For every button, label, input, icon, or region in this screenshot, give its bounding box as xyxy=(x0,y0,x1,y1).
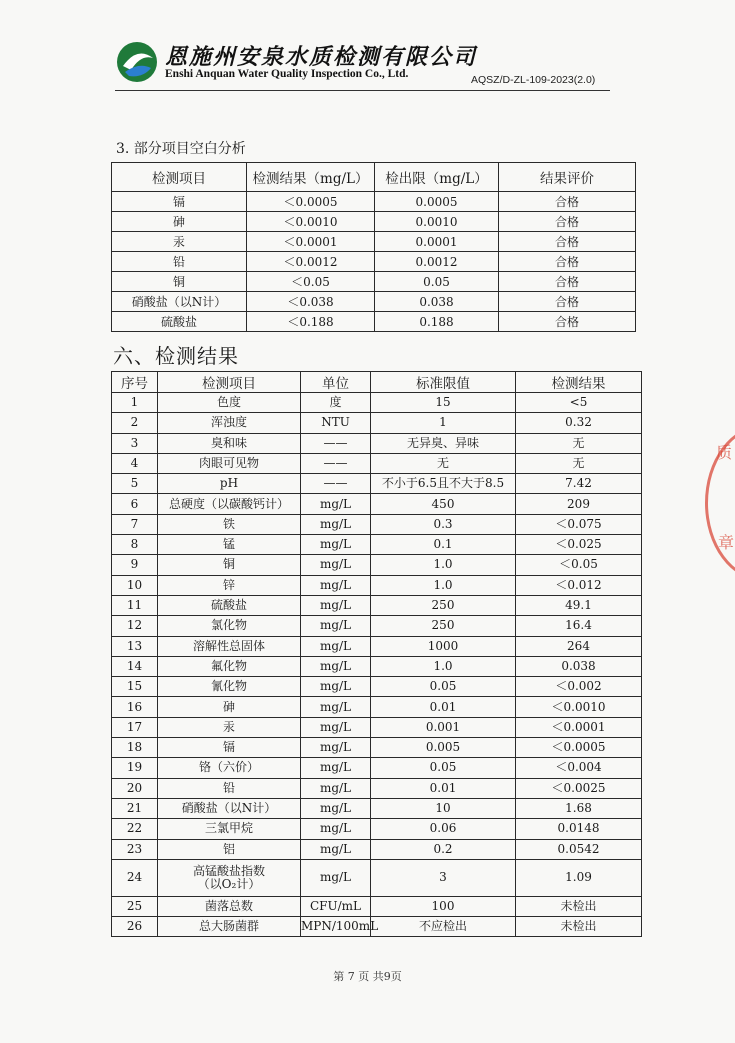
result-cell: 砷 xyxy=(158,697,301,717)
result-cell: 总硬度（以碳酸钙计） xyxy=(158,494,301,514)
result-cell: ＜0.0025 xyxy=(516,778,642,798)
document-code: AQSZ/D-ZL-109-2023(2.0) xyxy=(471,74,596,86)
result-cell: 铜 xyxy=(158,555,301,575)
result-cell: 7.42 xyxy=(516,474,642,494)
section3-title: 3. 部分项目空白分析 xyxy=(116,141,246,157)
result-cell: 3 xyxy=(371,859,516,896)
result-cell: mg/L xyxy=(301,494,371,514)
result-cell: pH xyxy=(158,474,301,494)
table-row xyxy=(112,778,642,798)
blank-cell: 汞 xyxy=(112,232,247,252)
result-cell: 7 xyxy=(112,514,158,534)
section6-title: 六、检测结果 xyxy=(113,344,239,368)
result-cell: mg/L xyxy=(301,697,371,717)
result-cell: 0.038 xyxy=(516,656,642,676)
blank-cell: 0.038 xyxy=(375,292,499,312)
blank-cell: ＜0.0010 xyxy=(247,212,375,232)
table-row xyxy=(112,839,642,859)
result-cell: mg/L xyxy=(301,636,371,656)
result-cell: 5 xyxy=(112,474,158,494)
blank-cell: 硫酸盐 xyxy=(112,312,247,332)
result-cell: 铅 xyxy=(158,778,301,798)
table-row xyxy=(112,656,642,676)
result-cell: 22 xyxy=(112,819,158,839)
result-cell: NTU xyxy=(301,413,371,433)
table-row xyxy=(112,514,642,534)
company-name-en: Enshi Anquan Water Quality Inspection Co., Ltd. xyxy=(165,68,409,80)
result-header-cell: 单位 xyxy=(301,372,371,393)
result-cell: 0.0148 xyxy=(516,819,642,839)
result-cell: 0.3 xyxy=(371,514,516,534)
blank-cell: 铅 xyxy=(112,252,247,272)
result-cell: 10 xyxy=(371,798,516,818)
result-cell: 26 xyxy=(112,917,158,937)
blank-analysis-table xyxy=(111,162,636,332)
table-row xyxy=(112,252,636,272)
result-cell: mg/L xyxy=(301,514,371,534)
result-cell: 氟化物 xyxy=(158,656,301,676)
result-cell: 19 xyxy=(112,758,158,778)
table-row xyxy=(112,677,642,697)
result-cell: 3 xyxy=(112,433,158,453)
blank-cell: 砷 xyxy=(112,212,247,232)
table-row xyxy=(112,819,642,839)
header-divider xyxy=(115,90,610,91)
result-cell: 0.01 xyxy=(371,778,516,798)
blank-cell: ＜0.0001 xyxy=(247,232,375,252)
result-cell: 10 xyxy=(112,575,158,595)
result-cell: 0.1 xyxy=(371,535,516,555)
result-cell: 硫酸盐 xyxy=(158,595,301,615)
table-row xyxy=(112,232,636,252)
result-cell: 450 xyxy=(371,494,516,514)
blank-cell: 0.188 xyxy=(375,312,499,332)
result-cell: 锌 xyxy=(158,575,301,595)
result-cell: 9 xyxy=(112,555,158,575)
result-cell: mg/L xyxy=(301,616,371,636)
table-row xyxy=(112,433,642,453)
result-cell: 镉 xyxy=(158,738,301,758)
page-number: 第 7 页 共9页 xyxy=(333,970,402,983)
result-cell: 色度 xyxy=(158,393,301,413)
result-cell: mg/L xyxy=(301,717,371,737)
result-cell: 三氯甲烷 xyxy=(158,819,301,839)
company-logo-icon xyxy=(115,40,159,84)
blank-cell: 0.05 xyxy=(375,272,499,292)
result-cell: 硝酸盐（以N计） xyxy=(158,798,301,818)
result-cell: 15 xyxy=(371,393,516,413)
result-cell: 1.09 xyxy=(516,859,642,896)
result-cell: 13 xyxy=(112,636,158,656)
table-row xyxy=(112,717,642,737)
result-cell: 1.0 xyxy=(371,555,516,575)
table-row xyxy=(112,312,636,332)
result-header-cell: 检测结果 xyxy=(516,372,642,393)
result-cell: 浑浊度 xyxy=(158,413,301,433)
result-cell: 20 xyxy=(112,778,158,798)
table-row xyxy=(112,636,642,656)
result-cell: 209 xyxy=(516,494,642,514)
result-cell: 1 xyxy=(371,413,516,433)
blank-cell: 合格 xyxy=(499,192,636,212)
result-cell: 铝 xyxy=(158,839,301,859)
result-cell: 14 xyxy=(112,656,158,676)
result-cell: mg/L xyxy=(301,819,371,839)
table-row xyxy=(112,859,642,896)
table-row xyxy=(112,212,636,232)
result-cell: 0.06 xyxy=(371,819,516,839)
blank-header-cell: 检测项目 xyxy=(112,163,247,192)
table-row xyxy=(112,494,642,514)
blank-cell: ＜0.188 xyxy=(247,312,375,332)
table-row xyxy=(112,192,636,212)
result-cell: 250 xyxy=(371,616,516,636)
table-row xyxy=(112,798,642,818)
result-cell: 未检出 xyxy=(516,896,642,916)
result-cell: 15 xyxy=(112,677,158,697)
result-cell: 264 xyxy=(516,636,642,656)
result-cell: 未检出 xyxy=(516,917,642,937)
result-cell: 18 xyxy=(112,738,158,758)
result-cell: 0.001 xyxy=(371,717,516,737)
result-cell: <5 xyxy=(516,393,642,413)
table-row xyxy=(112,917,642,937)
result-cell: 1.68 xyxy=(516,798,642,818)
result-cell: 0.01 xyxy=(371,697,516,717)
table-row xyxy=(112,393,642,413)
result-cell-line: （以O₂计） xyxy=(197,876,261,891)
table-row xyxy=(112,535,642,555)
result-cell: mg/L xyxy=(301,859,371,896)
table-row xyxy=(112,758,642,778)
result-cell: 0.0542 xyxy=(516,839,642,859)
blank-header-cell: 检测结果（mg/L） xyxy=(247,163,375,192)
table-row xyxy=(112,413,642,433)
result-cell: ＜0.0005 xyxy=(516,738,642,758)
table-row xyxy=(112,896,642,916)
blank-cell: 铜 xyxy=(112,272,247,292)
result-cell: 1.0 xyxy=(371,656,516,676)
table-row xyxy=(112,272,636,292)
result-cell: 肉眼可见物 xyxy=(158,453,301,473)
result-cell: ＜0.025 xyxy=(516,535,642,555)
result-cell: 氯化物 xyxy=(158,616,301,636)
blank-cell: 硝酸盐（以N计） xyxy=(112,292,247,312)
blank-cell: 合格 xyxy=(499,212,636,232)
blank-cell: 0.0001 xyxy=(375,232,499,252)
result-header-cell: 检测项目 xyxy=(158,372,301,393)
result-cell: mg/L xyxy=(301,535,371,555)
result-cell: 23 xyxy=(112,839,158,859)
result-cell: 49.1 xyxy=(516,595,642,615)
seal-char: 质 xyxy=(716,443,733,462)
result-cell: 不小于6.5且不大于8.5 xyxy=(371,474,516,494)
result-cell: 21 xyxy=(112,798,158,818)
result-cell: 17 xyxy=(112,717,158,737)
blank-cell: 0.0005 xyxy=(375,192,499,212)
result-cell xyxy=(158,859,301,896)
blank-cell: 合格 xyxy=(499,232,636,252)
result-cell: mg/L xyxy=(301,758,371,778)
result-cell: mg/L xyxy=(301,677,371,697)
result-cell: 氰化物 xyxy=(158,677,301,697)
result-cell: mg/L xyxy=(301,595,371,615)
result-cell: 无异臭、异味 xyxy=(371,433,516,453)
result-cell: 0.05 xyxy=(371,758,516,778)
result-cell: 臭和味 xyxy=(158,433,301,453)
table-row xyxy=(112,738,642,758)
result-cell: 100 xyxy=(371,896,516,916)
blank-cell: 0.0012 xyxy=(375,252,499,272)
result-cell: 16 xyxy=(112,697,158,717)
result-cell: 1.0 xyxy=(371,575,516,595)
blank-cell: ＜0.0012 xyxy=(247,252,375,272)
result-cell: 8 xyxy=(112,535,158,555)
result-cell: mg/L xyxy=(301,839,371,859)
result-cell: mg/L xyxy=(301,656,371,676)
result-cell: 无 xyxy=(371,453,516,473)
blank-cell: 0.0010 xyxy=(375,212,499,232)
result-cell: —— xyxy=(301,433,371,453)
blank-cell: ＜0.038 xyxy=(247,292,375,312)
table-row xyxy=(112,453,642,473)
result-cell: 0.32 xyxy=(516,413,642,433)
result-header-cell: 序号 xyxy=(112,372,158,393)
result-cell: 锰 xyxy=(158,535,301,555)
result-cell: 无 xyxy=(516,433,642,453)
seal-char: 章 xyxy=(718,533,735,552)
result-cell: 11 xyxy=(112,595,158,615)
result-cell: 4 xyxy=(112,453,158,473)
table-row xyxy=(112,697,642,717)
company-name-cn: 恩施州安泉水质检测有限公司 xyxy=(165,44,478,70)
blank-header-cell: 检出限（mg/L） xyxy=(375,163,499,192)
result-cell: mg/L xyxy=(301,798,371,818)
result-cell: 铁 xyxy=(158,514,301,534)
result-cell: 不应检出 xyxy=(371,917,516,937)
result-cell: 菌落总数 xyxy=(158,896,301,916)
table-row xyxy=(112,616,642,636)
blank-cell: 镉 xyxy=(112,192,247,212)
result-cell: —— xyxy=(301,474,371,494)
result-cell: 总大肠菌群 xyxy=(158,917,301,937)
result-cell: ＜0.012 xyxy=(516,575,642,595)
test-results-table xyxy=(111,371,642,937)
result-cell: ＜0.0010 xyxy=(516,697,642,717)
result-cell: mg/L xyxy=(301,738,371,758)
letterhead xyxy=(115,38,610,90)
result-cell-line: 高锰酸盐指数 xyxy=(192,863,265,878)
result-cell: ＜0.002 xyxy=(516,677,642,697)
blank-cell: 合格 xyxy=(499,272,636,292)
blank-cell: ＜0.05 xyxy=(247,272,375,292)
result-cell: mg/L xyxy=(301,778,371,798)
table-row xyxy=(112,555,642,575)
table-row xyxy=(112,292,636,312)
result-cell: mg/L xyxy=(301,555,371,575)
blank-cell: 合格 xyxy=(499,292,636,312)
result-cell: 0.2 xyxy=(371,839,516,859)
result-cell: 溶解性总固体 xyxy=(158,636,301,656)
result-cell: 6 xyxy=(112,494,158,514)
blank-header-cell: 结果评价 xyxy=(499,163,636,192)
result-cell: ＜0.075 xyxy=(516,514,642,534)
result-cell: 铬（六价） xyxy=(158,758,301,778)
result-cell: CFU/mL xyxy=(301,896,371,916)
result-cell: 24 xyxy=(112,859,158,896)
result-cell: —— xyxy=(301,453,371,473)
blank-cell: ＜0.0005 xyxy=(247,192,375,212)
result-cell: ＜0.0001 xyxy=(516,717,642,737)
blank-cell: 合格 xyxy=(499,252,636,272)
result-cell: 25 xyxy=(112,896,158,916)
result-cell: 汞 xyxy=(158,717,301,737)
result-cell: 1 xyxy=(112,393,158,413)
result-cell: 1000 xyxy=(371,636,516,656)
result-cell: 16.4 xyxy=(516,616,642,636)
table-row xyxy=(112,575,642,595)
result-cell: MPN/100mL xyxy=(301,917,371,937)
table-row xyxy=(112,595,642,615)
result-cell: 0.005 xyxy=(371,738,516,758)
table-row xyxy=(112,474,642,494)
result-cell: 250 xyxy=(371,595,516,615)
result-cell: 0.05 xyxy=(371,677,516,697)
result-cell: ＜0.05 xyxy=(516,555,642,575)
result-cell: ＜0.004 xyxy=(516,758,642,778)
result-cell: mg/L xyxy=(301,575,371,595)
result-cell: 度 xyxy=(301,393,371,413)
blank-cell: 合格 xyxy=(499,312,636,332)
result-cell: 2 xyxy=(112,413,158,433)
result-cell: 无 xyxy=(516,453,642,473)
result-header-cell: 标准限值 xyxy=(371,372,516,393)
result-cell: 12 xyxy=(112,616,158,636)
